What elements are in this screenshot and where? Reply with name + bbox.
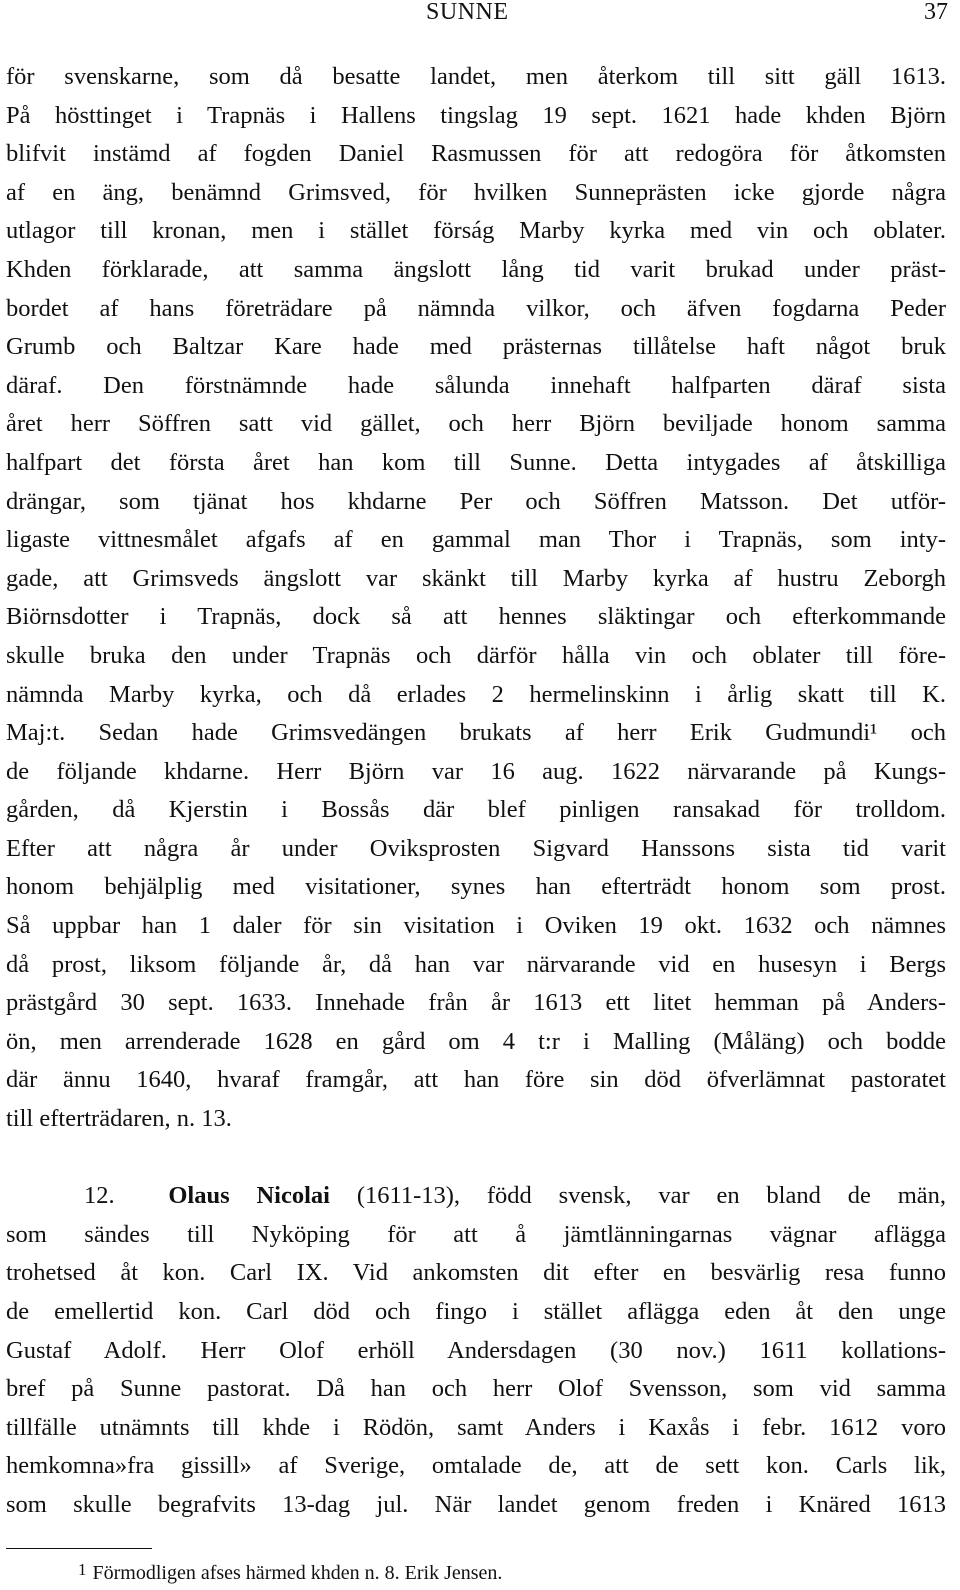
paragraph-11-line: däraf. Den förstnämnde hade sålunda innehaft halfparten däraf sista [6, 371, 946, 399]
paragraph-11-line: Efter att några år under Oviksprosten Sigvard Hanssons sista tid varit [6, 834, 946, 862]
paragraph-11-line: bordet af hans företrädare på nämnda vilkor, och äfven fogdarna Peder [6, 294, 946, 322]
paragraph-12-line: som skulle begrafvits 13-dag jul. När landet genom freden i Knäred 1613 [6, 1490, 946, 1518]
paragraph-12-line: hemkomna»fra gissill» af Sverige, omtalade de, att de sett kon. Carls lik, [6, 1452, 946, 1480]
paragraph-11-line: honom behjälplig med visitationer, synes han efterträdt honom som prost. [6, 873, 946, 901]
paragraph-12-line: tillfälle utnämnts till khde i Rödön, samt Anders i Kaxås i febr. 1612 voro [6, 1413, 946, 1441]
paragraph-11-line: till efterträdaren, n. 13. [6, 1105, 232, 1133]
paragraph-11-line: då prost, liksom följande år, då han var närvarande vid en husesyn i Bergs [6, 950, 946, 978]
paragraph-11-line: På hösttinget i Trapnäs i Hallens tingslag 19 sept. 1621 hade khden Björn [6, 101, 946, 129]
paragraph-11-line: utlagor till kronan, men i stället förság Marby kyrka med vin och oblater. [6, 217, 946, 245]
paragraph-11-line: för svenskarne, som då besatte landet, men återkom till sitt gäll 1613. [6, 63, 946, 90]
paragraph-12-line: trohetsed åt kon. Carl IX. Vid ankomsten dit efter en besvärlig resa funno [6, 1259, 946, 1287]
page-number: 37 [924, 0, 948, 25]
paragraph-11-line: prästgård 30 sept. 1633. Innehade från år 1613 ett litet hemman på Anders- [6, 989, 946, 1017]
paragraph-11-line: Maj:t. Sedan hade Grimsvedängen brukats af herr Erik Gudmundi¹ och [6, 719, 946, 747]
paragraph-11-line: skulle bruka den under Trapnäs och därför hålla vin och oblater till före- [6, 641, 946, 669]
paragraph-11-line: Så uppbar han 1 daler för sin visitation i Oviken 19 okt. 1632 och nämnes [6, 912, 946, 940]
paragraph-11-line: blifvit instämd af fogden Daniel Rasmussen för att redogöra för åtkomsten [6, 140, 946, 168]
paragraph-11-line: drängar, som tjänat hos khdarne Per och Söffren Matsson. Det utför- [6, 487, 946, 515]
paragraph-11-line: gade, att Grimsveds ängslott var skänkt till Marby kyrka af hustru Zeborgh [6, 564, 946, 592]
entry-first-line-rest: (1611-13), född svensk, var en bland de män, [329, 1182, 946, 1210]
footnote [78, 1558, 502, 1585]
body-text [6, 58, 946, 1525]
paragraph-gap [6, 1139, 946, 1178]
running-head-title: SUNNE [426, 0, 509, 25]
footnote-rule [6, 1548, 152, 1549]
paragraph-12-first-line [6, 1177, 946, 1216]
paragraph-12-line: som sändes till Nyköping för att å jämtlänningarnas vägnar aflägga [6, 1220, 946, 1248]
paragraph-11-line: de följande khdarne. Herr Björn var 16 aug. 1622 närvarande på Kungs- [6, 757, 946, 785]
paragraph-11-line: Biörnsdotter i Trapnäs, dock så att hennes släktingar och efterkommande [6, 603, 946, 631]
paragraph-11-line: Khden förklarade, att samma ängslott lång tid varit brukad under präst- [6, 255, 946, 283]
paragraph-11-line: af en äng, benämnd Grimsved, för hvilken Sunneprästen icke gjorde några [6, 178, 946, 206]
paragraph-12-line: de emellertid kon. Carl död och fingo i stället aflägga eden åt den unge [6, 1298, 946, 1325]
paragraph-11-line: där ännu 1640, hvaraf framgår, att han före sin död öfverlämnat pastoratet [6, 1066, 946, 1094]
paragraph-11-line: halfpart det första året han kom till Sunne. Detta intygades af åtskilliga [6, 448, 946, 476]
paragraph-11-line: året herr Söffren satt vid gället, och herr Björn beviljade honom samma [6, 410, 946, 438]
paragraph-11-line: ligaste vittnesmålet afgafs af en gammal man Thor i Trapnäs, som inty- [6, 526, 946, 554]
paragraph-11-line: gården, då Kjerstin i Bossås där blef pinligen ransakad för trolldom. [6, 796, 946, 824]
paragraph-11-line: Grumb och Baltzar Kare hade med prästernas tillåtelse haft något bruk [6, 333, 946, 361]
paragraph-11-line: nämnda Marby kyrka, och då erlades 2 hermelinskinn i årlig skatt till K. [6, 680, 946, 708]
running-head [0, 0, 960, 30]
paragraph-11-continued [6, 58, 946, 1139]
footnote-text: Förmodligen afses härmed khden n. 8. Erik Jensen. [92, 1562, 503, 1584]
footnote-marker: 1 [78, 1560, 87, 1579]
paragraph-12 [6, 1216, 946, 1525]
paragraph-12-line: bref på Sunne pastorat. Då han och herr Olof Svensson, som vid samma [6, 1375, 946, 1403]
paragraph-11-line: ön, men arrenderade 1628 en gård om 4 t:r i Malling (Måläng) och bodde [6, 1027, 946, 1055]
entry-name: Olaus Nicolai [168, 1182, 330, 1210]
paragraph-12-line: Gustaf Adolf. Herr Olof erhöll Andersdagen (30 nov.) 1611 kollations- [6, 1336, 946, 1364]
entry-number: 12. [84, 1182, 115, 1210]
